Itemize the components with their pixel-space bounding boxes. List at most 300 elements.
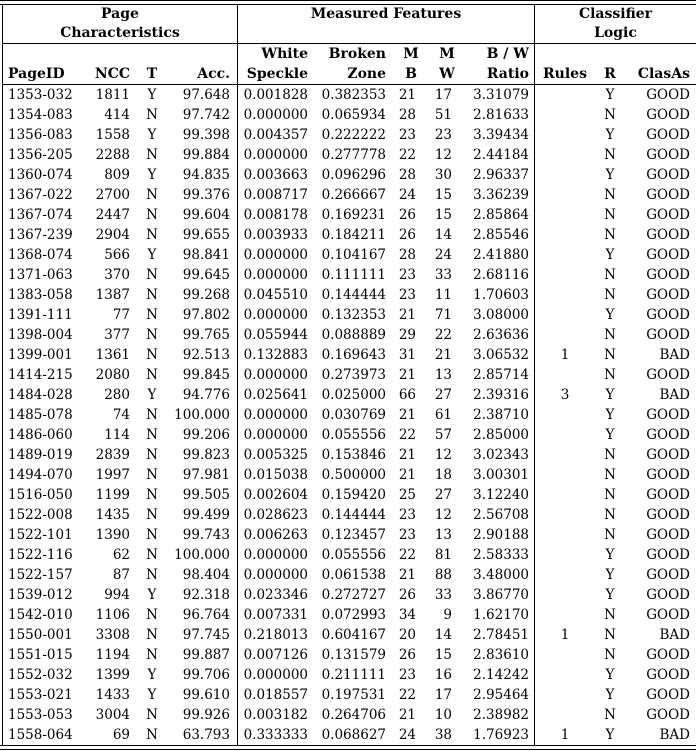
cell-r: Y [605, 547, 615, 563]
group-header-measured-features [238, 5, 534, 43]
cell-clasas: GOOD [646, 87, 690, 103]
cell-t: N [146, 727, 158, 743]
header-line: R [604, 66, 616, 82]
cell-bw-ratio: 2.96337 [473, 167, 529, 183]
group-header-line: Characteristics [60, 25, 180, 41]
cell-pageid: 1399-001 [8, 347, 73, 363]
cell-bw-ratio: 2.85864 [473, 207, 529, 223]
cell-t: N [146, 507, 158, 523]
cell-ncc: 3308 [95, 627, 130, 643]
cell-bw-ratio: 2.83610 [473, 647, 529, 663]
cell-t: N [146, 267, 158, 283]
cell-pageid: 1558-064 [8, 727, 73, 743]
table-row [0, 625, 696, 645]
cell-acc: 97.742 [182, 107, 230, 123]
cell-pageid: 1383-058 [8, 287, 73, 303]
cell-broken-zone: 0.111111 [321, 267, 386, 283]
cell-r: Y [605, 567, 615, 583]
cell-pageid: 1550-001 [8, 627, 73, 643]
cell-ncc: 69 [112, 727, 130, 743]
cell-white-speckle: 0.018557 [243, 687, 308, 703]
header-line: NCC [94, 66, 130, 82]
cell-mw: 27 [434, 387, 452, 403]
cell-mw: 30 [434, 167, 452, 183]
cell-clasas: GOOD [646, 207, 690, 223]
cell-clasas: BAD [659, 387, 690, 403]
table-row [0, 385, 696, 405]
cell-mw: 15 [434, 647, 452, 663]
cell-broken-zone: 0.096296 [321, 167, 386, 183]
column-header-broken-zone [310, 44, 386, 84]
cell-mb: 21 [398, 407, 416, 423]
cell-broken-zone: 0.273973 [321, 367, 386, 383]
cell-r: N [604, 327, 616, 343]
cell-rules: 3 [560, 387, 570, 403]
cell-white-speckle: 0.008717 [243, 187, 308, 203]
cell-clasas: GOOD [646, 167, 690, 183]
cell-r: N [604, 647, 616, 663]
cell-clasas: GOOD [646, 647, 690, 663]
cell-pageid: 1398-004 [8, 327, 73, 343]
header-line: B / W [486, 46, 529, 62]
cell-bw-ratio: 3.08000 [473, 307, 529, 323]
table-row [0, 585, 696, 605]
header-line: M [439, 46, 455, 62]
cell-ncc: 1390 [95, 527, 130, 543]
cell-ncc: 2447 [95, 207, 130, 223]
header-line: Speckle [246, 66, 308, 82]
cell-ncc: 377 [104, 327, 130, 343]
cell-r: N [604, 507, 616, 523]
cell-clasas: GOOD [646, 127, 690, 143]
cell-mb: 22 [398, 547, 416, 563]
cell-pageid: 1391-111 [8, 307, 73, 323]
cell-mw: 9 [443, 607, 452, 623]
table-row [0, 725, 696, 745]
cell-pageid: 1367-074 [8, 207, 73, 223]
cell-acc: 99.645 [182, 267, 230, 283]
cell-ncc: 2904 [95, 227, 130, 243]
table-row [0, 525, 696, 545]
column-header-bw-ratio [458, 44, 529, 84]
cell-t: N [146, 307, 158, 323]
cell-bw-ratio: 3.06532 [473, 347, 529, 363]
cell-r: Y [605, 727, 615, 743]
cell-r: N [604, 287, 616, 303]
cell-t: N [146, 427, 158, 443]
header-line [80, 44, 130, 64]
cell-broken-zone: 0.072993 [321, 607, 386, 623]
cell-acc: 99.743 [182, 527, 230, 543]
cell-white-speckle: 0.003663 [243, 167, 308, 183]
column-header-rules [538, 44, 592, 84]
cell-white-speckle: 0.002604 [243, 487, 308, 503]
cell-broken-zone: 0.184211 [321, 227, 386, 243]
cell-pageid: 1489-019 [8, 447, 73, 463]
cell-acc: 92.318 [182, 587, 230, 603]
cell-mb: 21 [398, 707, 416, 723]
cell-mw: 15 [434, 207, 452, 223]
cell-t: N [146, 487, 158, 503]
table-row [0, 265, 696, 285]
cell-clasas: GOOD [646, 187, 690, 203]
cell-mw: 15 [434, 187, 452, 203]
cell-pageid: 1553-053 [8, 707, 73, 723]
cell-bw-ratio: 3.31079 [473, 87, 529, 103]
cell-bw-ratio: 3.39434 [473, 127, 529, 143]
cell-ncc: 1361 [95, 347, 130, 363]
table-row [0, 185, 696, 205]
cell-ncc: 809 [104, 167, 130, 183]
cell-white-speckle: 0.000000 [243, 567, 308, 583]
cell-acc: 99.610 [182, 687, 230, 703]
cell-mw: 12 [434, 147, 452, 163]
table-row [0, 365, 696, 385]
cell-mw: 61 [434, 407, 452, 423]
cell-t: N [146, 147, 158, 163]
cell-pageid: 1367-239 [8, 227, 73, 243]
cell-ncc: 280 [104, 387, 130, 403]
cell-bw-ratio: 1.62170 [473, 607, 529, 623]
header-line: B [405, 66, 417, 82]
cell-mw: 14 [434, 227, 452, 243]
cell-pageid: 1354-083 [8, 107, 73, 123]
cell-mw: 12 [434, 507, 452, 523]
cell-white-speckle: 0.000000 [243, 547, 308, 563]
cell-mb: 21 [398, 87, 416, 103]
cell-mb: 22 [398, 427, 416, 443]
cell-r: Y [605, 427, 615, 443]
cell-clasas: GOOD [646, 307, 690, 323]
cell-mw: 22 [434, 327, 452, 343]
cell-pageid: 1494-070 [8, 467, 73, 483]
cell-mb: 26 [398, 207, 416, 223]
cell-broken-zone: 0.068627 [321, 727, 386, 743]
cell-bw-ratio: 1.76923 [473, 727, 529, 743]
column-header-r [598, 44, 622, 84]
cell-bw-ratio: 2.68116 [473, 267, 529, 283]
cell-r: N [604, 227, 616, 243]
cell-pageid: 1360-074 [8, 167, 73, 183]
cell-t: N [146, 607, 158, 623]
column-header-acc [160, 44, 230, 84]
cell-clasas: GOOD [646, 587, 690, 603]
cell-bw-ratio: 3.00301 [473, 467, 529, 483]
cell-white-speckle: 0.045510 [243, 287, 308, 303]
cell-pageid: 1516-050 [8, 487, 73, 503]
cell-mw: 17 [434, 687, 452, 703]
table-row [0, 485, 696, 505]
cell-broken-zone: 0.604167 [321, 627, 386, 643]
cell-white-speckle: 0.000000 [243, 307, 308, 323]
cell-r: N [604, 187, 616, 203]
cell-mw: 13 [434, 367, 452, 383]
cell-pageid: 1368-074 [8, 247, 73, 263]
table-row [0, 565, 696, 585]
cell-white-speckle: 0.023346 [243, 587, 308, 603]
cell-acc: 99.884 [182, 147, 230, 163]
cell-r: Y [605, 667, 615, 683]
cell-ncc: 1387 [95, 287, 130, 303]
cell-broken-zone: 0.500000 [321, 467, 386, 483]
cell-pageid: 1356-083 [8, 127, 73, 143]
header-line: T [146, 66, 158, 82]
cell-broken-zone: 0.123457 [321, 527, 386, 543]
cell-pageid: 1371-063 [8, 267, 73, 283]
cell-acc: 99.505 [182, 487, 230, 503]
cell-acc: 99.926 [182, 707, 230, 723]
cell-t: N [146, 227, 158, 243]
table-row [0, 245, 696, 265]
cell-bw-ratio: 2.14242 [473, 667, 529, 683]
cell-r: N [604, 527, 616, 543]
cell-white-speckle: 0.007126 [243, 647, 308, 663]
cell-mb: 21 [398, 567, 416, 583]
header-line: Acc. [197, 66, 230, 82]
table-row [0, 125, 696, 145]
cell-clasas: GOOD [646, 467, 690, 483]
cell-r: Y [605, 307, 615, 323]
header-line: W [439, 66, 455, 82]
cell-acc: 100.000 [174, 407, 230, 423]
header-line [598, 44, 622, 64]
cell-clasas: BAD [659, 727, 690, 743]
cell-r: N [604, 467, 616, 483]
cell-mb: 29 [398, 327, 416, 343]
cell-r: N [604, 267, 616, 283]
cell-bw-ratio: 2.44184 [473, 147, 529, 163]
cell-pageid: 1551-015 [8, 647, 73, 663]
cell-r: Y [605, 407, 615, 423]
cell-clasas: GOOD [646, 367, 690, 383]
cell-bw-ratio: 2.41880 [473, 247, 529, 263]
cell-mw: 57 [434, 427, 452, 443]
table-row [0, 505, 696, 525]
cell-acc: 63.793 [182, 727, 230, 743]
cell-mb: 23 [398, 267, 416, 283]
cell-pageid: 1552-032 [8, 667, 73, 683]
cell-rules: 1 [560, 347, 570, 363]
group-header-line: Classifier [578, 6, 653, 22]
cell-white-speckle: 0.000000 [243, 107, 308, 123]
column-header-clasas [620, 44, 690, 84]
table-row [0, 305, 696, 325]
cell-bw-ratio: 2.78451 [473, 627, 529, 643]
table-bottom-rule-inner [0, 749, 696, 750]
cell-mb: 22 [398, 147, 416, 163]
cell-broken-zone: 0.088889 [321, 327, 386, 343]
cell-clasas: GOOD [646, 147, 690, 163]
header-line: M [403, 46, 419, 62]
cell-broken-zone: 0.055556 [321, 547, 386, 563]
cell-acc: 99.376 [182, 187, 230, 203]
cell-mb: 66 [398, 387, 416, 403]
cell-white-speckle: 0.004357 [243, 127, 308, 143]
cell-broken-zone: 0.169231 [321, 207, 386, 223]
cell-ncc: 2288 [95, 147, 130, 163]
cell-clasas: GOOD [646, 287, 690, 303]
table-row [0, 685, 696, 705]
cell-bw-ratio: 3.12240 [473, 487, 529, 503]
cell-clasas: GOOD [646, 527, 690, 543]
cell-t: Y [147, 87, 157, 103]
cell-white-speckle: 0.008178 [243, 207, 308, 223]
cell-r: N [604, 367, 616, 383]
cell-broken-zone: 0.382353 [321, 87, 386, 103]
cell-r: Y [605, 87, 615, 103]
cell-clasas: GOOD [646, 107, 690, 123]
cell-white-speckle: 0.003182 [243, 707, 308, 723]
cell-broken-zone: 0.197531 [321, 687, 386, 703]
cell-pageid: 1522-116 [8, 547, 73, 563]
cell-broken-zone: 0.144444 [321, 287, 386, 303]
cell-mw: 21 [434, 347, 452, 363]
header-line: PageID [8, 66, 65, 82]
table-row [0, 225, 696, 245]
cell-acc: 98.404 [182, 567, 230, 583]
cell-mb: 26 [398, 647, 416, 663]
cell-ncc: 370 [104, 267, 130, 283]
header-line: Rules [543, 66, 587, 82]
cell-broken-zone: 0.144444 [321, 507, 386, 523]
table-row [0, 465, 696, 485]
table-body [0, 85, 696, 745]
cell-bw-ratio: 2.81633 [473, 107, 529, 123]
cell-acc: 97.802 [182, 307, 230, 323]
cell-pageid: 1542-010 [8, 607, 73, 623]
cell-clasas: GOOD [646, 607, 690, 623]
cell-bw-ratio: 2.58333 [473, 547, 529, 563]
cell-ncc: 114 [104, 427, 130, 443]
cell-mw: 10 [434, 707, 452, 723]
cell-acc: 99.706 [182, 667, 230, 683]
cell-white-speckle: 0.005325 [243, 447, 308, 463]
cell-mw: 27 [434, 487, 452, 503]
cell-t: N [146, 327, 158, 343]
cell-broken-zone: 0.132353 [321, 307, 386, 323]
cell-mb: 24 [398, 727, 416, 743]
cell-mw: 33 [434, 587, 452, 603]
cell-mb: 28 [398, 167, 416, 183]
cell-broken-zone: 0.277778 [321, 147, 386, 163]
cell-acc: 98.841 [182, 247, 230, 263]
cell-acc: 92.513 [182, 347, 230, 363]
cell-rules: 1 [560, 727, 570, 743]
cell-mb: 23 [398, 667, 416, 683]
cell-acc: 94.776 [182, 387, 230, 403]
cell-ncc: 1997 [95, 467, 130, 483]
cell-t: N [146, 407, 158, 423]
cell-mb: 31 [398, 347, 416, 363]
cell-ncc: 414 [104, 107, 130, 123]
cell-white-speckle: 0.025641 [243, 387, 308, 403]
cell-t: Y [147, 587, 157, 603]
cell-rules: 1 [560, 627, 570, 643]
cell-clasas: GOOD [646, 707, 690, 723]
cell-white-speckle: 0.333333 [243, 727, 308, 743]
cell-mw: 11 [434, 287, 452, 303]
cell-mb: 21 [398, 367, 416, 383]
table-row [0, 705, 696, 725]
cell-t: N [146, 447, 158, 463]
cell-pageid: 1522-008 [8, 507, 73, 523]
cell-clasas: GOOD [646, 447, 690, 463]
cell-pageid: 1356-205 [8, 147, 73, 163]
cell-t: N [146, 627, 158, 643]
cell-bw-ratio: 2.85546 [473, 227, 529, 243]
cell-t: Y [147, 127, 157, 143]
table-top-rule [0, 0, 696, 1]
cell-bw-ratio: 2.63636 [473, 327, 529, 343]
header-line: Zone [347, 66, 386, 82]
cell-white-speckle: 0.055944 [243, 327, 308, 343]
cell-t: Y [147, 387, 157, 403]
cell-white-speckle: 0.001828 [243, 87, 308, 103]
cell-broken-zone: 0.055556 [321, 427, 386, 443]
group-header-line: Logic [594, 25, 637, 41]
cell-ncc: 87 [112, 567, 130, 583]
cell-white-speckle: 0.000000 [243, 427, 308, 443]
cell-acc: 94.835 [182, 167, 230, 183]
cell-ncc: 994 [104, 587, 130, 603]
table-row [0, 545, 696, 565]
cell-pageid: 1367-022 [8, 187, 73, 203]
cell-acc: 99.499 [182, 507, 230, 523]
cell-acc: 99.398 [182, 127, 230, 143]
cell-mb: 26 [398, 587, 416, 603]
cell-clasas: BAD [659, 347, 690, 363]
cell-pageid: 1486-060 [8, 427, 73, 443]
cell-clasas: GOOD [646, 567, 690, 583]
cell-white-speckle: 0.000000 [243, 147, 308, 163]
column-header-pageid [8, 44, 88, 84]
cell-mb: 23 [398, 287, 416, 303]
cell-t: N [146, 467, 158, 483]
cell-ncc: 77 [112, 307, 130, 323]
table-row [0, 605, 696, 625]
cell-broken-zone: 0.104167 [321, 247, 386, 263]
cell-t: N [146, 367, 158, 383]
cell-r: N [604, 707, 616, 723]
cell-acc: 99.655 [182, 227, 230, 243]
cell-mb: 34 [398, 607, 416, 623]
table-row [0, 665, 696, 685]
cell-t: N [146, 347, 158, 363]
cell-mw: 13 [434, 527, 452, 543]
column-header-mb [396, 44, 426, 84]
cell-mb: 21 [398, 447, 416, 463]
cell-t: N [146, 207, 158, 223]
cell-r: Y [605, 687, 615, 703]
cell-bw-ratio: 2.85714 [473, 367, 529, 383]
cell-r: Y [605, 387, 615, 403]
cell-pageid: 1484-028 [8, 387, 73, 403]
cell-broken-zone: 0.264706 [321, 707, 386, 723]
cell-bw-ratio: 3.86770 [473, 587, 529, 603]
cell-white-speckle: 0.007331 [243, 607, 308, 623]
cell-mw: 16 [434, 667, 452, 683]
cell-acc: 99.765 [182, 327, 230, 343]
cell-bw-ratio: 3.02343 [473, 447, 529, 463]
table-row [0, 285, 696, 305]
cell-mb: 24 [398, 187, 416, 203]
cell-t: N [146, 547, 158, 563]
column-header-white-speckle [240, 44, 308, 84]
cell-acc: 96.764 [182, 607, 230, 623]
header-line [538, 44, 592, 64]
cell-clasas: GOOD [646, 547, 690, 563]
cell-mw: 24 [434, 247, 452, 263]
